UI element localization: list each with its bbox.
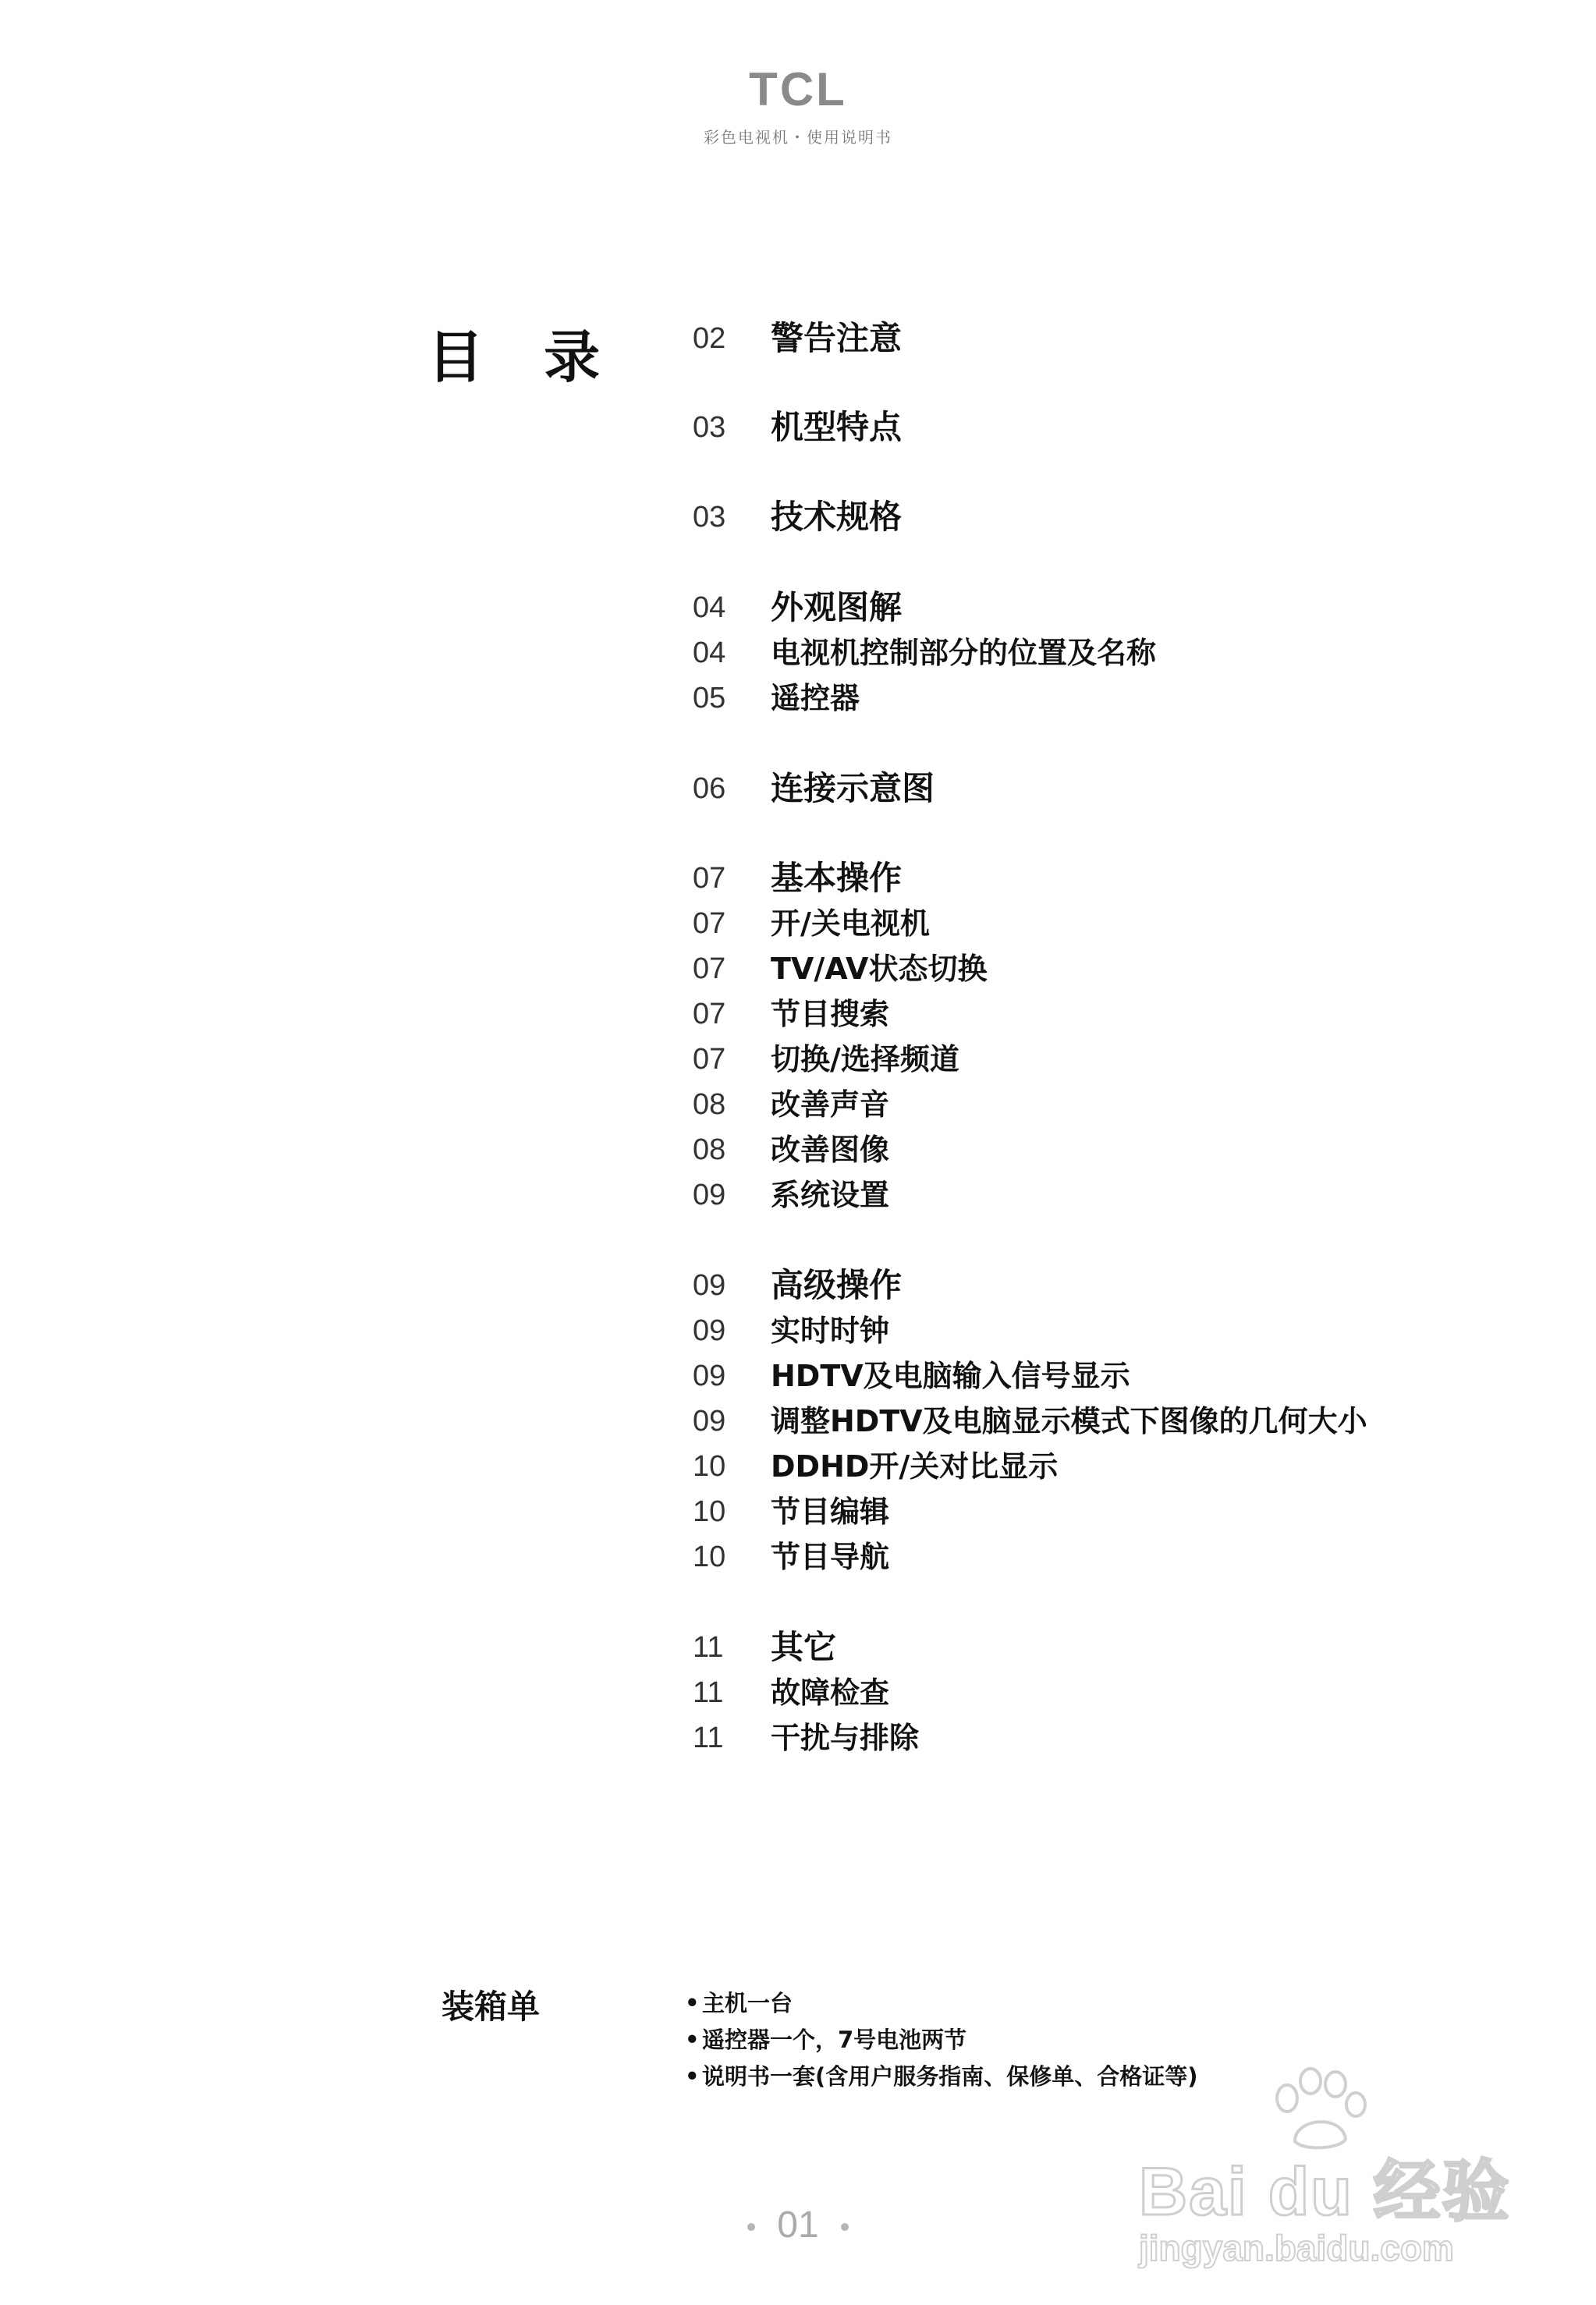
- toc-entry-title: 节目搜索: [771, 997, 890, 1031]
- toc-page-number: 11: [693, 1722, 724, 1754]
- bullet-icon: •: [685, 2027, 700, 2053]
- toc-entry-title: TV/AV状态切换: [771, 952, 988, 986]
- toc-entry-title: 改善声音: [771, 1087, 890, 1122]
- toc-page-number: 07: [693, 862, 726, 895]
- toc-page-number: 04: [693, 637, 726, 669]
- toc-entry-title: 节目编辑: [771, 1495, 890, 1529]
- toc-entry-title: 其它: [771, 1628, 837, 1666]
- toc-page-number: 07: [693, 998, 726, 1030]
- toc-page-number: 08: [693, 1133, 726, 1166]
- tcl-logo: TCL: [749, 63, 847, 115]
- toc-entry-title: 干扰与排除: [771, 1721, 920, 1755]
- toc-entry-title: 外观图解: [771, 588, 903, 626]
- packing-item: [685, 2022, 1198, 2059]
- toc-page-number: 03: [693, 501, 726, 534]
- packing-item: [685, 1985, 1198, 2022]
- toc-page-number: 10: [693, 1495, 726, 1528]
- packing-item-text: 主机一台: [702, 1990, 793, 2016]
- toc-page-number: 04: [693, 591, 726, 624]
- toc-entry-title: 开/关电视机: [771, 906, 930, 941]
- toc-entry-title: 调整HDTV及电脑显示模式下图像的几何大小: [771, 1404, 1367, 1438]
- bullet-icon: •: [685, 2063, 700, 2090]
- toc-page-number: 07: [693, 1043, 726, 1076]
- toc-page-number: 07: [693, 952, 726, 985]
- packing-list-heading: 装箱单: [442, 1988, 541, 2026]
- toc-entry-title: 遥控器: [771, 681, 860, 715]
- bullet-icon: •: [685, 1990, 700, 2016]
- watermark-url: jingyan.baidu.com: [1139, 2228, 1454, 2268]
- toc-entry-title: 技术规格: [771, 498, 903, 536]
- watermark-brand: Bai du 经验: [1139, 2154, 1511, 2229]
- toc-page-number: 10: [693, 1450, 726, 1483]
- packing-item: [685, 2059, 1198, 2095]
- packing-item-text: 遥控器一个，7号电池两节: [702, 2027, 967, 2053]
- dot-icon: [841, 2223, 849, 2231]
- packing-list: [685, 1985, 1198, 2095]
- toc-entry-title: DDHD开/关对比显示: [771, 1449, 1059, 1484]
- page-header: [0, 62, 1596, 147]
- toc-entry-title: 警告注意: [771, 319, 903, 357]
- toc-page-number: 09: [693, 1269, 726, 1302]
- toc-entry-title: 系统设置: [771, 1178, 890, 1212]
- toc-page-number: 09: [693, 1179, 726, 1211]
- toc-heading: 目 录: [427, 324, 621, 390]
- toc-page-number: 09: [693, 1405, 726, 1438]
- toc-page-number: 05: [693, 682, 726, 715]
- toc-entry-title: 实时时钟: [771, 1314, 890, 1348]
- toc-page-number: 07: [693, 907, 726, 940]
- toc-page-number: 06: [693, 772, 726, 805]
- toc-entry-title: 高级操作: [771, 1266, 903, 1304]
- toc-page-number: 09: [693, 1360, 726, 1392]
- toc-page-number: 11: [693, 1676, 724, 1709]
- toc-entry-title: 切换/选择频道: [771, 1042, 959, 1076]
- toc-entry-title: 节目导航: [771, 1540, 890, 1574]
- toc-page-number: 09: [693, 1314, 726, 1347]
- baidu-jingyan-watermark: [1123, 2067, 1529, 2278]
- toc-page-number: 02: [693, 322, 726, 355]
- toc-entry-title: 基本操作: [771, 859, 903, 897]
- page-number: 01: [777, 2204, 819, 2246]
- toc-page-number: 03: [693, 411, 726, 444]
- toc-page-number: 10: [693, 1541, 726, 1573]
- toc-entry-title: 电视机控制部分的位置及名称: [771, 636, 1157, 670]
- toc-page-number: 08: [693, 1088, 726, 1121]
- toc-entry-title: 故障检查: [771, 1676, 890, 1710]
- packing-item-text: 说明书一套(含用户服务指南、保修单、合格证等): [702, 2063, 1198, 2090]
- toc-entry-title: 改善图像: [771, 1133, 890, 1167]
- dot-icon: [747, 2223, 755, 2231]
- manual-subtitle: 彩色电视机・使用说明书: [704, 128, 892, 147]
- toc-entry-title: 机型特点: [771, 408, 903, 446]
- toc-page-number: 11: [693, 1631, 724, 1664]
- toc-entry-title: HDTV及电脑输入信号显示: [771, 1359, 1130, 1393]
- toc-entry-title: 连接示意图: [771, 769, 935, 807]
